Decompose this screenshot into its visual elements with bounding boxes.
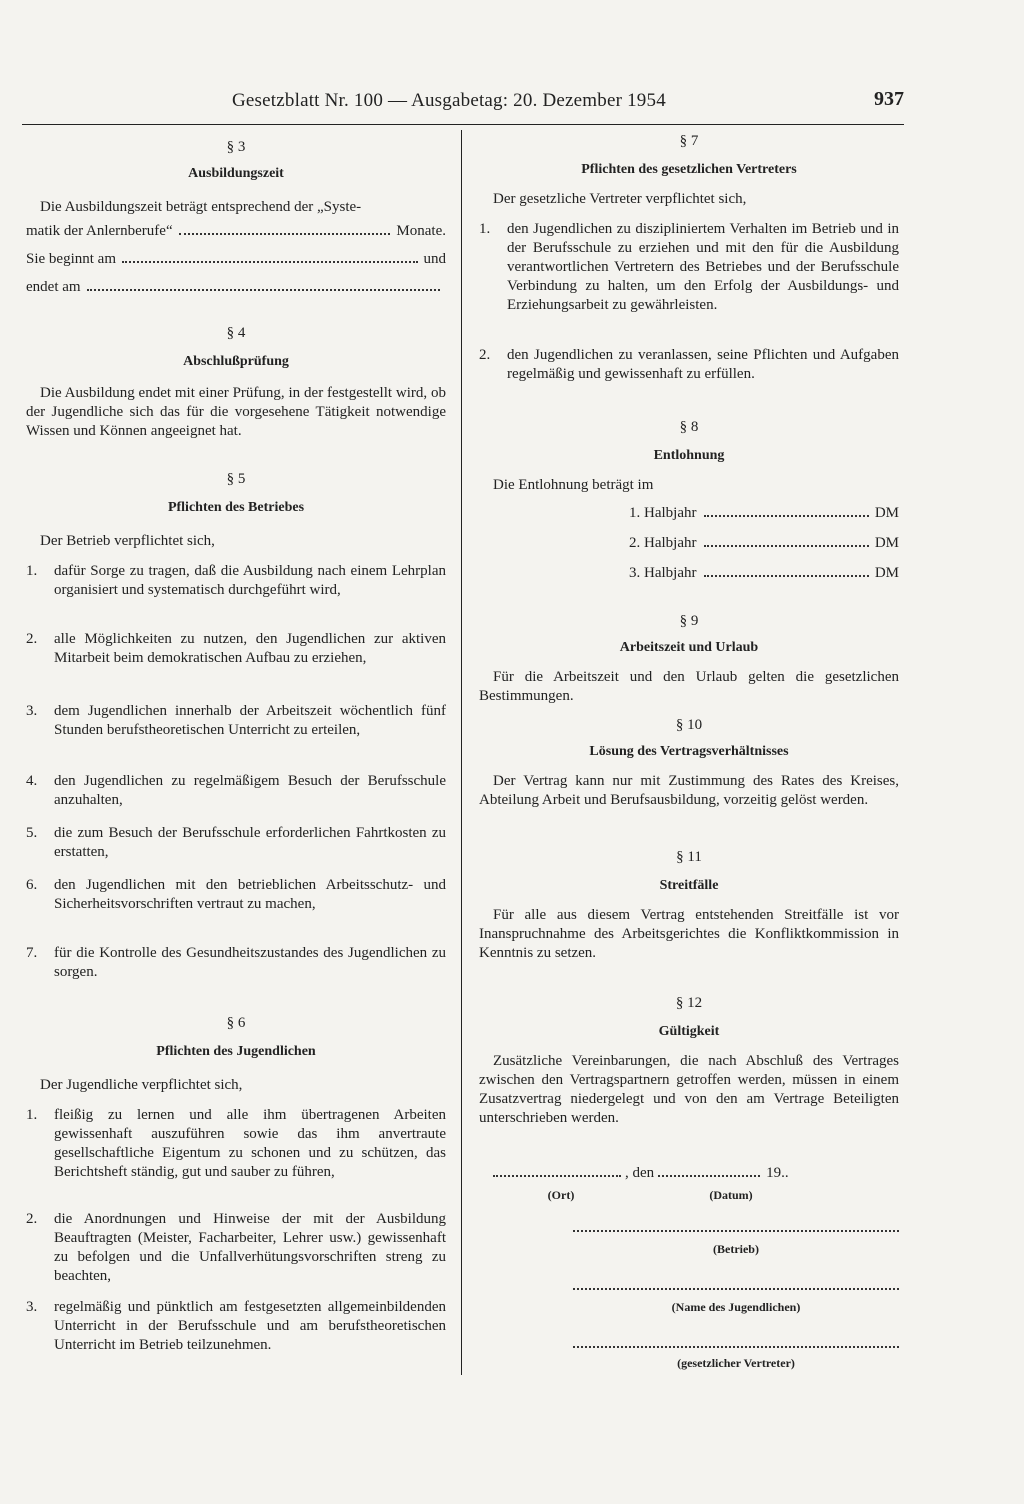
fill-label: endet am [26, 279, 81, 295]
item-number: 7. [26, 945, 38, 961]
jugendlicher-label: (Name des Jugendlichen) [671, 1300, 801, 1314]
signature-line-vertreter [573, 1334, 899, 1348]
fill-end: und [423, 251, 446, 267]
section-title: Lösung des Vertragsverhältnisses [589, 744, 789, 759]
paragraph: Der Betrieb verpflichtet sich, [40, 533, 215, 549]
list-item [26, 944, 446, 982]
dotted-blank [704, 545, 868, 547]
wage-label: 1. Halbjahr [629, 505, 697, 521]
section-title: Streitfälle [659, 878, 719, 893]
den-text: , den [625, 1165, 655, 1181]
date-blank [658, 1175, 760, 1177]
paragraph: Zusätzliche Vereinbarungen, die nach Abschluß des Vertrages zwischen den Vertragspartnern getroffen werden, müssen in einem Zusatzvertrag niedergelegt und von den am Vertrage Beteiligten unterschrieben werden. [479, 1053, 899, 1126]
paragraph: Für die Arbeitszeit und den Urlaub gelten die gesetzlichen Bestimmungen. [479, 669, 899, 704]
dotted-blank [704, 575, 868, 577]
section-title: Arbeitszeit und Urlaub [619, 640, 759, 655]
dotted-blank [122, 261, 418, 263]
dotted-blank [704, 515, 868, 517]
signature-line-jugendlicher [573, 1276, 899, 1290]
place-blank [493, 1175, 621, 1177]
section-number: § 10 [675, 717, 703, 733]
fill-line [26, 278, 446, 297]
item-text: die Anordnungen und Hinweise der mit der Ausbildung Beauftragten (Meister, Facharbeiter, Lehrer usw.) gewissenhaft zu befolgen und die Unfallverhütungsvorschriften streng zu beachten, [54, 1211, 446, 1284]
item-number: 4. [26, 773, 38, 789]
list-item [26, 562, 446, 600]
wage-label: 3. Halbjahr [629, 565, 697, 581]
list-item [479, 346, 899, 384]
section-number: § 3 [226, 139, 246, 155]
section-number: § 6 [226, 1015, 246, 1031]
item-text: den Jugendlichen mit den betrieblichen Arbeitsschutz- und Sicherheitsvorschriften vertraut zu machen, [54, 877, 446, 912]
dotted-blank [87, 289, 440, 291]
betrieb-label: (Betrieb) [713, 1242, 759, 1256]
paragraph: Der Jugendliche verpflichtet sich, [40, 1077, 243, 1093]
list-item [26, 1106, 446, 1182]
fill-line [26, 222, 446, 241]
item-text: den Jugendlichen zu regelmäßigem Besuch der Berufsschule anzuhalten, [54, 773, 446, 808]
item-text: regelmäßig und pünktlich am festgesetzten allgemeinbildenden Unterricht in der Berufsschule und am berufstheoretischen Unterricht im Betrieb teilzunehmen. [54, 1299, 446, 1353]
item-text: dafür Sorge zu tragen, daß die Ausbildung nach einem Lehrplan organisiert und systematisch durchgeführt wird, [54, 563, 446, 598]
place-date-line [493, 1164, 803, 1183]
vertreter-label: (gesetzlicher Vertreter) [677, 1356, 795, 1370]
wage-unit: DM [874, 535, 899, 551]
section-number: § 5 [226, 471, 246, 487]
year-text: 19.. [766, 1165, 789, 1181]
list-item [479, 220, 899, 315]
section-number: § 9 [679, 613, 699, 629]
paragraph: Die Ausbildung endet mit einer Prüfung, in der festgestellt wird, ob der Jugendliche sich das für die vorgesehene Tätigkeit notwendige Wissen und Können angeeignet hat. [26, 385, 446, 439]
fill-label: Sie beginnt am [26, 251, 116, 267]
section-number: § 12 [675, 995, 703, 1011]
item-number: 1. [26, 1107, 38, 1123]
fill-label: matik der Anlernberufe“ [26, 223, 173, 239]
section-number: § 4 [226, 325, 246, 341]
item-number: 3. [26, 1299, 38, 1315]
wage-row [629, 534, 899, 553]
paragraph: Die Ausbildungszeit beträgt entsprechend der „Syste- [40, 199, 362, 215]
fill-end: Monate. [396, 223, 446, 239]
section-number: § 7 [679, 133, 699, 149]
paragraph: Für alle aus diesem Vertrag entstehenden Streitfälle ist vor Inanspruchnahme des Arbeitsgerichtes die Konfliktkommission in Kenntnis zu setzen. [479, 907, 899, 961]
item-number: 2. [26, 631, 38, 647]
item-text: die zum Besuch der Berufsschule erforderlichen Fahrtkosten zu erstatten, [54, 825, 446, 860]
wage-row [629, 564, 899, 583]
item-number: 2. [479, 347, 491, 363]
datum-label: (Datum) [709, 1188, 753, 1202]
item-number: 3. [26, 703, 38, 719]
fill-line [26, 250, 446, 269]
paragraph: Der Vertrag kann nur mit Zustimmung des Rates des Kreises, Abteilung Arbeit und Berufsausbildung, vorzeitig gelöst werden. [479, 773, 899, 808]
list-item [26, 824, 446, 862]
list-item [26, 1210, 446, 1286]
item-text: den Jugendlichen zu veranlassen, seine Pflichten und Aufgaben regelmäßig und gewissenhaft zu erfüllen. [507, 347, 899, 382]
section-title: Gültigkeit [658, 1024, 720, 1039]
item-text: für die Kontrolle des Gesundheitszustandes des Jugendlichen zu sorgen. [54, 945, 446, 980]
list-item [26, 772, 446, 810]
dotted-blank [179, 233, 391, 235]
section-number: § 11 [676, 849, 702, 865]
section-title: Entlohnung [653, 448, 725, 463]
ort-label: (Ort) [547, 1188, 575, 1202]
list-item [26, 1298, 446, 1355]
item-number: 1. [26, 563, 38, 579]
section-title: Abschlußprüfung [183, 354, 289, 369]
section-title: Ausbildungszeit [188, 166, 284, 181]
item-number: 6. [26, 877, 38, 893]
wage-row [629, 504, 899, 523]
item-text: dem Jugendlichen innerhalb der Arbeitszeit wöchentlich fünf Stunden berufstheoretischen Unterricht zu erteilen, [54, 703, 446, 738]
section-title: Pflichten des Betriebes [167, 500, 305, 515]
list-item [26, 702, 446, 740]
item-number: 1. [479, 221, 491, 237]
list-item [26, 876, 446, 914]
paragraph: Die Entlohnung beträgt im [493, 477, 654, 493]
header-title: Gesetzblatt Nr. 100 — Ausgabetag: 20. Dezember 1954 [232, 90, 666, 111]
item-text: den Jugendlichen zu diszipliniertem Verhalten im Betrieb und in der Berufsschule zu erziehen und mit den für die Ausbildung verantwortlichen Vertretern des Betriebes und der Berufsschule Verbindung zu halten, um den Erfolg der Ausbildungs- und Erziehungsarbeit zu gewährleisten. [507, 221, 899, 313]
wage-unit: DM [874, 565, 899, 581]
section-title: Pflichten des gesetzlichen Vertreters [581, 162, 797, 177]
column-divider [461, 130, 462, 1375]
wage-label: 2. Halbjahr [629, 535, 697, 551]
page-header [22, 84, 904, 125]
wage-unit: DM [874, 505, 899, 521]
item-text: alle Möglichkeiten zu nutzen, den Jugendlichen zur aktiven Mitarbeit beim demokratischen Aufbau zu erziehen, [54, 631, 446, 666]
item-text: fleißig zu lernen und alle ihm übertragenen Arbeiten gewissenhaft auszuführen sowie das ihm anvertraute gesellschaftliche Eigentum zu schonen und zu schützen, das Berichtsheft ständig, gut und sauber zu führen, [54, 1107, 446, 1180]
item-number: 2. [26, 1211, 38, 1227]
signature-line-betrieb [573, 1218, 899, 1232]
list-item [26, 630, 446, 668]
item-number: 5. [26, 825, 38, 841]
section-number: § 8 [679, 419, 699, 435]
page-number: 937 [874, 88, 904, 110]
section-title: Pflichten des Jugendlichen [156, 1044, 316, 1059]
paragraph: Der gesetzliche Vertreter verpflichtet sich, [493, 191, 747, 207]
